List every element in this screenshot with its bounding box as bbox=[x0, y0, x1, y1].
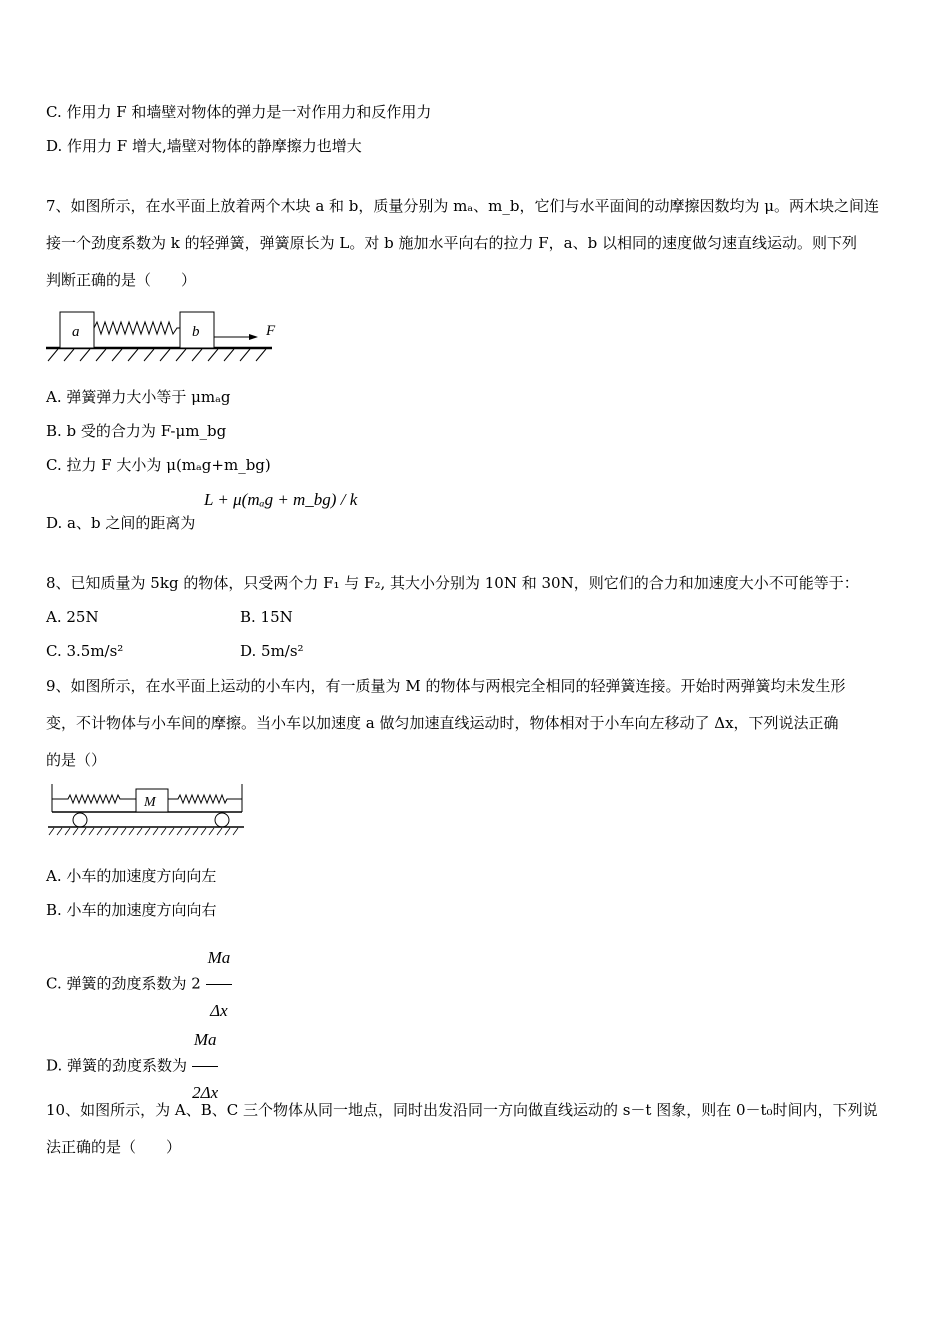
q7-option-d-formula: L + μ(mₐg + m_bg) / k bbox=[204, 490, 358, 509]
q8-option-b: B. 15N bbox=[240, 608, 293, 626]
left-wheel bbox=[73, 813, 87, 827]
q9-option-c-denominator: Δx bbox=[210, 1001, 228, 1020]
force-label: F bbox=[266, 323, 276, 339]
q8-option-c: C. 3.5m/s² bbox=[46, 642, 124, 660]
q7-option-d bbox=[46, 513, 195, 533]
q9-option-c-prefix: C. 弹簧的劲度系数为 2 bbox=[46, 974, 201, 993]
q7-stem-line-2: 接一个劲度系数为 k 的轻弹簧，弹簧原长为 L。对 b 施加水平向右的拉力 F，a、b 以相同的速度做匀速直线运动。则下列 bbox=[46, 234, 857, 252]
q9-option-d-denominator: 2Δx bbox=[192, 1083, 219, 1102]
q9-stem-line-2: 变，不计物体与小车间的摩擦。当小车以加速度 a 做匀加速直线运动时，物体相对于小车向左移动了 Δx，下列说法正确 bbox=[46, 714, 839, 732]
left-spring bbox=[52, 795, 136, 803]
q7-option-a: A. 弹簧弹力大小等于 μmₐg bbox=[46, 388, 231, 406]
q7-option-d-prefix: D. a、b 之间的距离为 bbox=[46, 514, 196, 532]
q7-stem-line-3: 判断正确的是（ ） bbox=[46, 271, 197, 289]
q9-option-c-numerator: Ma bbox=[206, 934, 233, 985]
q9-option-d-numerator: Ma bbox=[192, 1016, 219, 1067]
q9-stem-line-3: 的是（） bbox=[46, 751, 107, 769]
block-a-label: a bbox=[72, 324, 80, 340]
q10-stem-line-2: 法正确的是（ ） bbox=[46, 1138, 182, 1156]
q7-option-c: C. 拉力 F 大小为 μ(mₐg+m_bg) bbox=[46, 456, 271, 474]
q6-option-d: D. 作用力 F 增大,墙壁对物体的静摩擦力也增大 bbox=[46, 137, 362, 155]
q9-figure bbox=[46, 782, 246, 838]
q8-option-a: A. 25N bbox=[46, 608, 99, 626]
q9-option-b: B. 小车的加速度方向向右 bbox=[46, 901, 217, 919]
q9-stem-line-1: 9、如图所示，在水平面上运动的小车内，有一质量为 M 的物体与两根完全相同的轻弹簧连接。开始时两弹簧均未发生形 bbox=[46, 677, 846, 695]
spring bbox=[94, 322, 180, 334]
block-b-label: b bbox=[192, 324, 200, 340]
right-spring bbox=[168, 795, 242, 803]
q10-stem-line-1: 10、如图所示，为 A、B、C 三个物体从同一地点，同时出发沿同一方向做直线运动的 s－t 图象，则在 0－t₀时间内，下列说 bbox=[46, 1101, 878, 1119]
mass-label: M bbox=[144, 795, 156, 810]
q9-option-a: A. 小车的加速度方向向左 bbox=[46, 867, 217, 885]
q8-option-d: D. 5m/s² bbox=[240, 642, 304, 660]
right-wheel bbox=[215, 813, 229, 827]
q8-stem: 8、已知质量为 5kg 的物体，只受两个力 F₁ 与 F₂, 其大小分别为 10N 和 30N，则它们的合力和加速度大小不可能等于： bbox=[46, 574, 859, 592]
q9-option-d-prefix: D. 弹簧的劲度系数为 bbox=[46, 1056, 188, 1075]
q7-stem-line-1: 7、如图所示，在水平面上放着两个木块 a 和 b，质量分别为 mₐ、m_b，它们与水平面间的动摩擦因数均为 μ。两木块之间连 bbox=[46, 197, 880, 215]
q6-option-c: C. 作用力 F 和墙壁对物体的弹力是一对作用力和反作用力 bbox=[46, 103, 432, 121]
q7-option-b: B. b 受的合力为 F-μm_bg bbox=[46, 422, 227, 440]
q7-figure bbox=[44, 308, 284, 368]
